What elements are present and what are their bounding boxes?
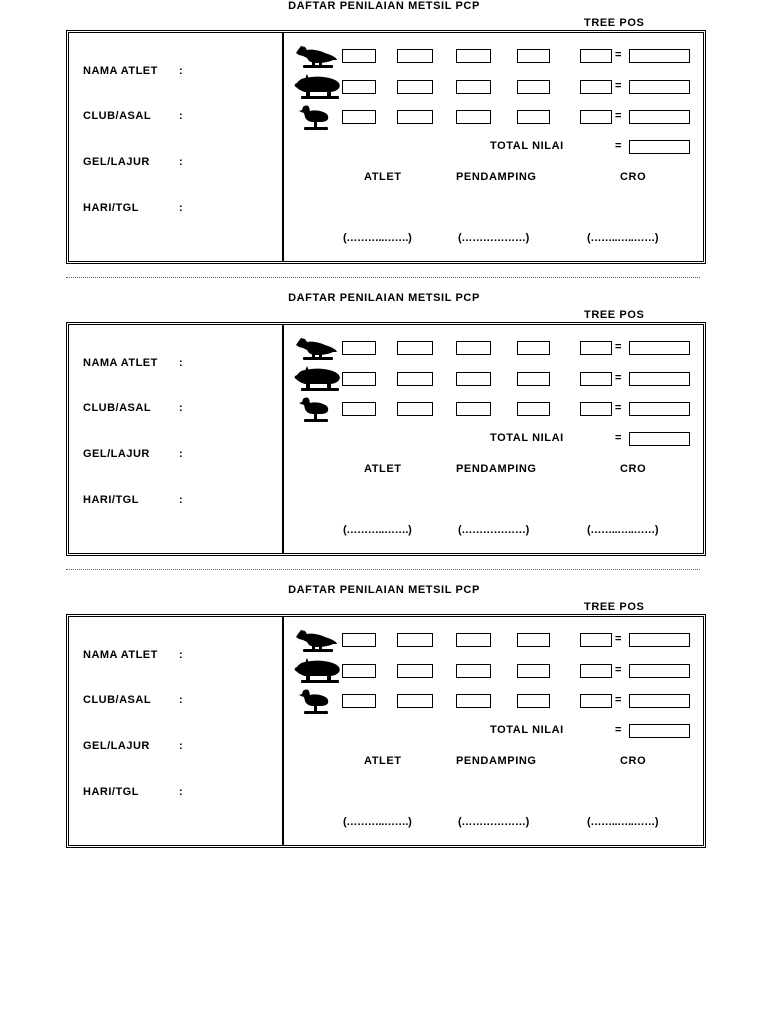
- field-label-hari-tgl: HARI/TGL: [83, 202, 139, 214]
- score-box[interactable]: [517, 80, 550, 94]
- signature-label-atlet: ATLET: [364, 755, 402, 767]
- scoring-form: [0, 584, 768, 876]
- form-title: DAFTAR PENILAIAN METSIL PCP: [288, 584, 480, 596]
- turkey-target-icon: [293, 395, 339, 425]
- field-colon: :: [179, 357, 183, 369]
- form-title: DAFTAR PENILAIAN METSIL PCP: [288, 292, 480, 304]
- equals-sign: =: [615, 724, 622, 736]
- field-colon: :: [179, 786, 183, 798]
- score-box[interactable]: [342, 110, 376, 124]
- column-divider: [282, 617, 284, 845]
- total-score-box[interactable]: [629, 140, 690, 154]
- score-box[interactable]: [456, 664, 491, 678]
- score-box[interactable]: [397, 694, 433, 708]
- turkey-target-icon: [293, 103, 339, 133]
- column-divider: [282, 325, 284, 553]
- field-colon: :: [179, 694, 183, 706]
- signature-line-cro: (……..…..……): [587, 816, 659, 828]
- signature-label-atlet: ATLET: [364, 171, 402, 183]
- field-colon: :: [179, 740, 183, 752]
- equals-sign: =: [615, 372, 622, 384]
- field-label-club-asal: CLUB/ASAL: [83, 110, 152, 122]
- score-box[interactable]: [342, 633, 376, 647]
- signature-line-atlet: (………..…….): [343, 524, 412, 536]
- form-title: DAFTAR PENILAIAN METSIL PCP: [288, 0, 480, 12]
- signature-line-pendamping: (………………): [458, 524, 529, 536]
- equals-sign: =: [615, 633, 622, 645]
- signature-label-cro: CRO: [620, 463, 647, 475]
- score-box[interactable]: [517, 664, 550, 678]
- field-colon: :: [179, 202, 183, 214]
- signature-label-pendamping: PENDAMPING: [456, 463, 537, 475]
- scoring-form: [0, 0, 768, 292]
- total-score-box[interactable]: [629, 432, 690, 446]
- row-total-box[interactable]: [629, 110, 690, 124]
- field-colon: :: [179, 402, 183, 414]
- chicken-target-icon: [293, 625, 339, 655]
- score-box[interactable]: [580, 49, 612, 63]
- signature-label-pendamping: PENDAMPING: [456, 171, 537, 183]
- signature-label-cro: CRO: [620, 755, 647, 767]
- form-subtitle: TREE POS: [584, 601, 645, 613]
- signature-label-pendamping: PENDAMPING: [456, 755, 537, 767]
- score-box[interactable]: [456, 80, 491, 94]
- score-box[interactable]: [456, 372, 491, 386]
- score-box[interactable]: [342, 49, 376, 63]
- field-label-nama-atlet: NAMA ATLET: [83, 649, 158, 661]
- chicken-target-icon: [293, 41, 339, 71]
- field-colon: :: [179, 110, 183, 122]
- turkey-target-icon: [293, 687, 339, 717]
- signature-label-atlet: ATLET: [364, 463, 402, 475]
- column-divider: [282, 33, 284, 261]
- score-box[interactable]: [456, 633, 491, 647]
- signature-line-atlet: (………..…….): [343, 232, 412, 244]
- field-label-club-asal: CLUB/ASAL: [83, 402, 152, 414]
- score-box[interactable]: [456, 694, 491, 708]
- form-subtitle: TREE POS: [584, 17, 645, 29]
- score-box[interactable]: [517, 341, 550, 355]
- form-box: [66, 322, 706, 556]
- score-box[interactable]: [580, 341, 612, 355]
- field-label-gel-lajur: GEL/LAJUR: [83, 448, 150, 460]
- form-box: [66, 614, 706, 848]
- score-box[interactable]: [517, 633, 550, 647]
- score-box[interactable]: [342, 80, 376, 94]
- signature-line-pendamping: (………………): [458, 232, 529, 244]
- score-box[interactable]: [517, 110, 550, 124]
- field-label-gel-lajur: GEL/LAJUR: [83, 156, 150, 168]
- cut-line: [66, 277, 700, 278]
- score-box[interactable]: [397, 402, 433, 416]
- score-box[interactable]: [397, 341, 433, 355]
- equals-sign: =: [615, 80, 622, 92]
- score-box[interactable]: [517, 694, 550, 708]
- score-box[interactable]: [580, 694, 612, 708]
- score-box[interactable]: [517, 402, 550, 416]
- field-colon: :: [179, 448, 183, 460]
- field-label-gel-lajur: GEL/LAJUR: [83, 740, 150, 752]
- score-box[interactable]: [517, 49, 550, 63]
- score-box[interactable]: [456, 110, 491, 124]
- field-label-hari-tgl: HARI/TGL: [83, 786, 139, 798]
- row-total-box[interactable]: [629, 372, 690, 386]
- row-total-box[interactable]: [629, 633, 690, 647]
- row-total-box[interactable]: [629, 402, 690, 416]
- pig-target-icon: [293, 656, 343, 686]
- score-box[interactable]: [342, 341, 376, 355]
- signature-line-cro: (……..…..……): [587, 232, 659, 244]
- score-box[interactable]: [397, 49, 433, 63]
- total-label: TOTAL NILAI: [490, 432, 564, 444]
- total-score-box[interactable]: [629, 724, 690, 738]
- score-box[interactable]: [580, 402, 612, 416]
- equals-sign: =: [615, 110, 622, 122]
- row-total-box[interactable]: [629, 664, 690, 678]
- form-box: [66, 30, 706, 264]
- score-box[interactable]: [580, 80, 612, 94]
- field-label-nama-atlet: NAMA ATLET: [83, 357, 158, 369]
- signature-label-cro: CRO: [620, 171, 647, 183]
- row-total-box[interactable]: [629, 80, 690, 94]
- row-total-box[interactable]: [629, 694, 690, 708]
- row-total-box[interactable]: [629, 341, 690, 355]
- total-label: TOTAL NILAI: [490, 724, 564, 736]
- scoring-form: [0, 292, 768, 584]
- score-box[interactable]: [456, 402, 491, 416]
- score-box[interactable]: [342, 694, 376, 708]
- form-subtitle: TREE POS: [584, 309, 645, 321]
- equals-sign: =: [615, 694, 622, 706]
- field-label-nama-atlet: NAMA ATLET: [83, 65, 158, 77]
- score-box[interactable]: [580, 633, 612, 647]
- field-label-hari-tgl: HARI/TGL: [83, 494, 139, 506]
- signature-line-cro: (……..…..……): [587, 524, 659, 536]
- score-box[interactable]: [580, 372, 612, 386]
- score-box[interactable]: [342, 372, 376, 386]
- pig-target-icon: [293, 72, 343, 102]
- score-box[interactable]: [580, 110, 612, 124]
- equals-sign: =: [615, 341, 622, 353]
- cut-line: [66, 569, 700, 570]
- score-box[interactable]: [456, 49, 491, 63]
- field-colon: :: [179, 494, 183, 506]
- score-box[interactable]: [342, 402, 376, 416]
- field-colon: :: [179, 65, 183, 77]
- equals-sign: =: [615, 140, 622, 152]
- signature-line-pendamping: (………………): [458, 816, 529, 828]
- score-box[interactable]: [397, 110, 433, 124]
- total-label: TOTAL NILAI: [490, 140, 564, 152]
- score-box[interactable]: [397, 80, 433, 94]
- pig-target-icon: [293, 364, 343, 394]
- score-box[interactable]: [397, 664, 433, 678]
- signature-line-atlet: (………..…….): [343, 816, 412, 828]
- score-box[interactable]: [580, 664, 612, 678]
- score-box[interactable]: [517, 372, 550, 386]
- score-box[interactable]: [342, 664, 376, 678]
- field-label-club-asal: CLUB/ASAL: [83, 694, 152, 706]
- equals-sign: =: [615, 432, 622, 444]
- score-box[interactable]: [456, 341, 491, 355]
- equals-sign: =: [615, 664, 622, 676]
- field-colon: :: [179, 156, 183, 168]
- row-total-box[interactable]: [629, 49, 690, 63]
- score-box[interactable]: [397, 633, 433, 647]
- equals-sign: =: [615, 402, 622, 414]
- chicken-target-icon: [293, 333, 339, 363]
- equals-sign: =: [615, 49, 622, 61]
- score-box[interactable]: [397, 372, 433, 386]
- field-colon: :: [179, 649, 183, 661]
